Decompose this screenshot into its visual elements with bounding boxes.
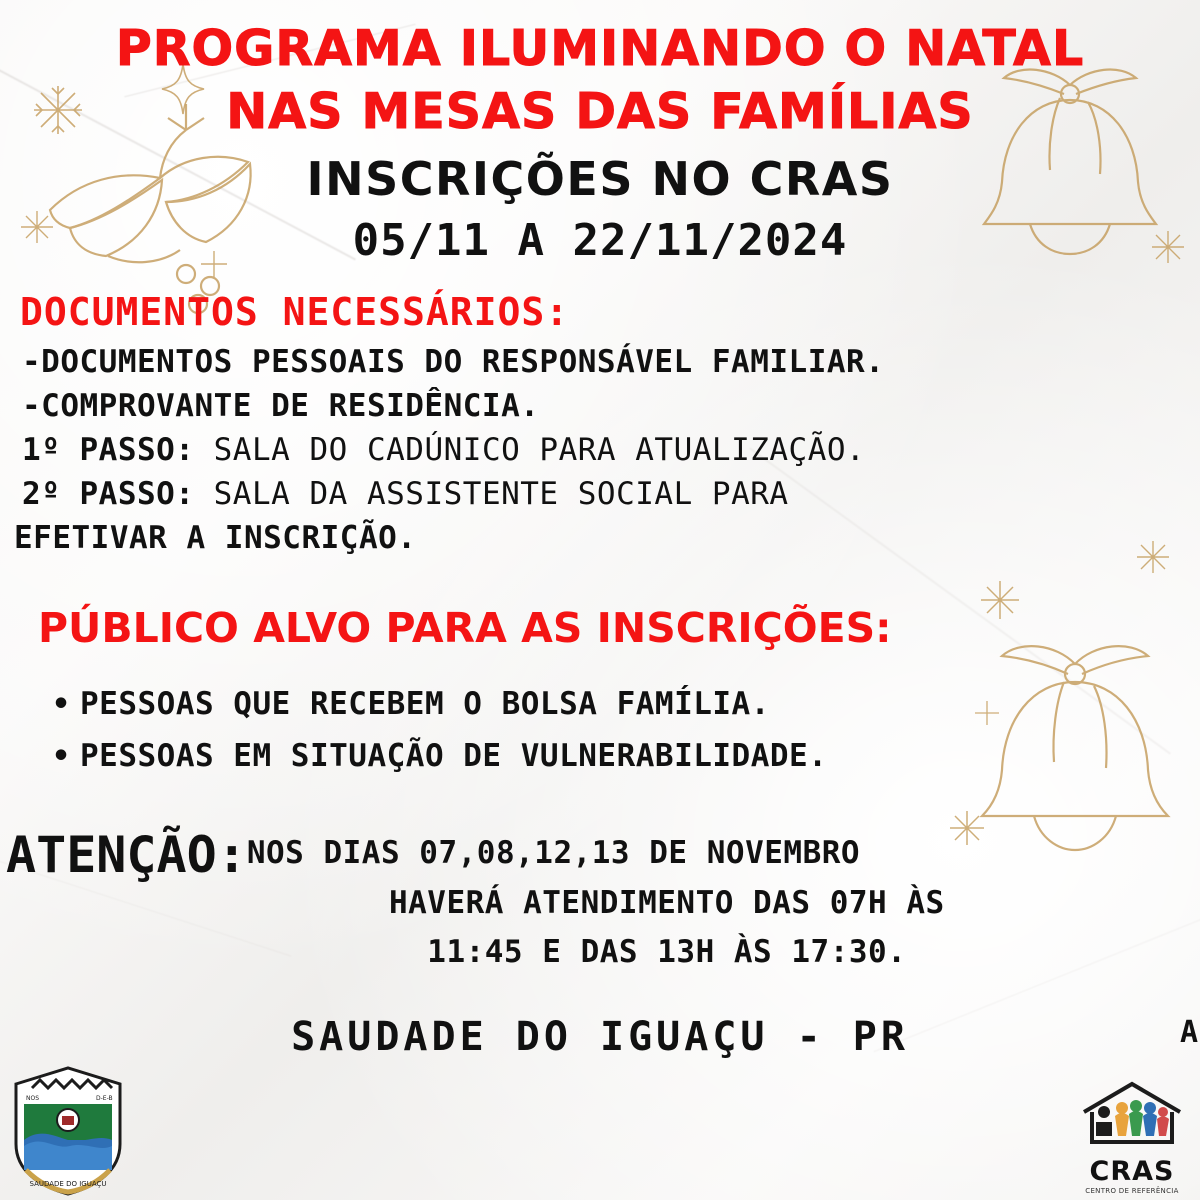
svg-text:SAUDADE DO IGUAÇU: SAUDADE DO IGUAÇU (29, 1180, 107, 1188)
list-item-label: PESSOAS EM SITUAÇÃO DE VULNERABILIDADE. (80, 738, 828, 775)
attention-text (247, 829, 1087, 978)
title-line-2: NAS MESAS DAS FAMÍLIAS (226, 82, 974, 140)
title-line-1: PROGRAMA ILUMINANDO O NATAL (115, 20, 1085, 77)
step-text: SALA DO CADÚNICO PARA ATUALIZAÇÃO. (194, 431, 866, 468)
date-range: 05/11 A 22/11/2024 (352, 214, 848, 266)
step-continuation: EFETIVAR A INSCRIÇÃO. (14, 519, 417, 556)
cras-logo-subtitle: CENTRO DE REFERÊNCIA (1085, 1187, 1179, 1195)
attention-line-3: 11:45 E DAS 13H ÀS 17:30. (427, 934, 907, 971)
audience-heading: PÚBLICO ALVO PARA AS INSCRIÇÕES: (38, 603, 892, 652)
attention-section (0, 826, 1200, 978)
attention-label: ATENÇÃO: (6, 826, 247, 885)
documents-heading: DOCUMENTOS NECESSÁRIOS: (20, 289, 570, 334)
list-item (52, 730, 1186, 783)
attention-line-2: HAVERÁ ATENDIMENTO DAS 07H ÀS (388, 884, 945, 921)
step-text: SALA DA ASSISTENTE SOCIAL PARA (194, 475, 789, 512)
audience-list (14, 678, 1186, 783)
svg-text:NOS: NOS (26, 1095, 40, 1102)
partial-letter: A (1179, 1015, 1198, 1050)
subtitle: INSCRIÇÕES NO CRAS (306, 152, 894, 207)
step-line (22, 428, 1186, 472)
attention-line-1: NOS DIAS 07,08,12,13 DE NOVEMBRO (246, 835, 861, 872)
audience-section (0, 604, 1200, 783)
list-item-label: PESSOAS QUE RECEBEM O BOLSA FAMÍLIA. (80, 685, 770, 722)
step-line (22, 472, 1186, 516)
document-item: -COMPROVANTE DE RESIDÊNCIA. (22, 387, 540, 424)
municipality-logo (6, 1058, 130, 1198)
svg-text:D-E-B: D-E-B (96, 1095, 113, 1102)
title-block (0, 0, 1200, 266)
document-item: -DOCUMENTOS PESSOAIS DO RESPONSÁVEL FAMILIAR. (22, 343, 885, 380)
step-label: 2º PASSO: (22, 475, 195, 512)
documents-section (0, 290, 1200, 560)
cras-logo (1072, 1078, 1192, 1196)
step-label: 1º PASSO: (22, 431, 195, 468)
city-label: SAUDADE DO IGUAÇU - PR (291, 1013, 909, 1060)
list-item (52, 678, 1186, 731)
cras-logo-word: CRAS (1089, 1156, 1175, 1187)
